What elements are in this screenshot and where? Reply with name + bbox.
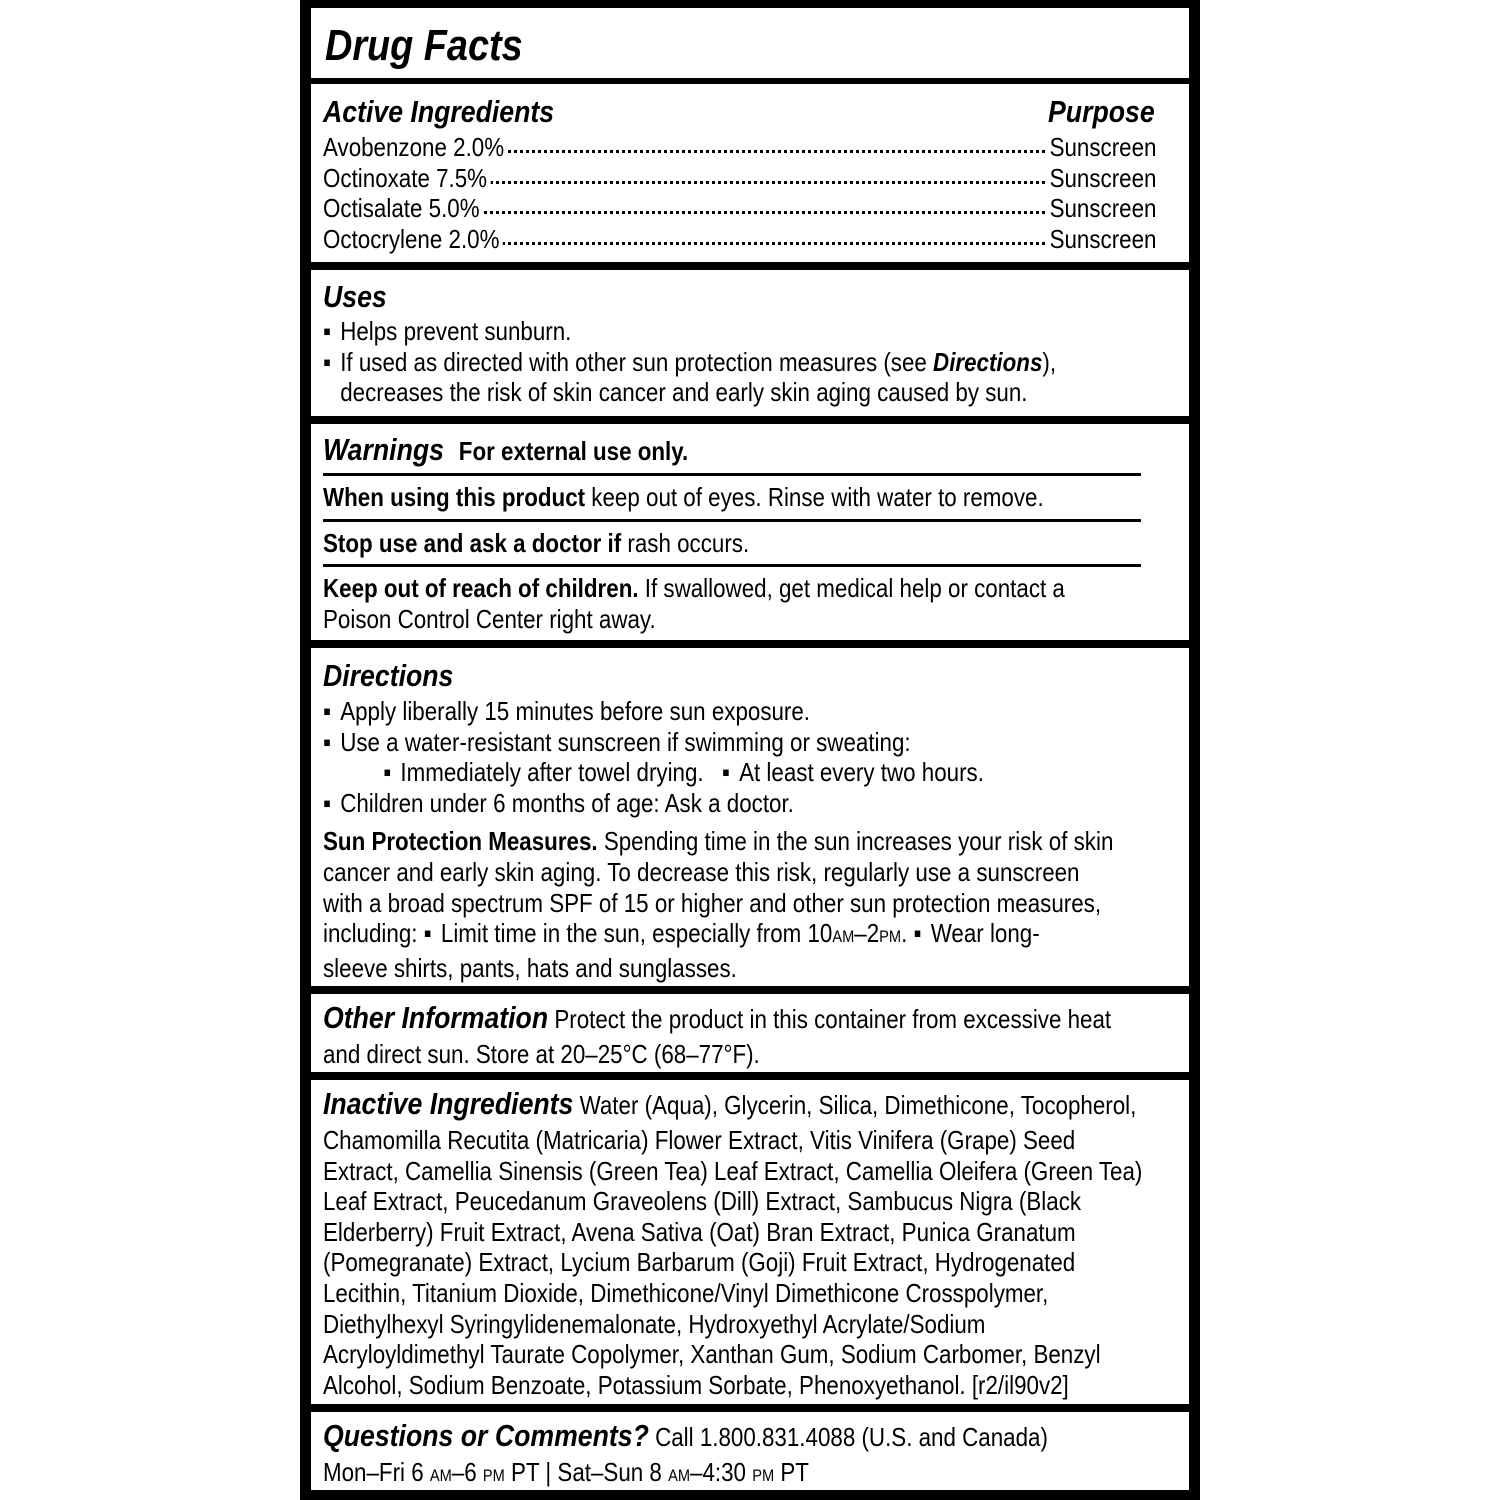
sun-protection-bullet [914, 918, 1040, 948]
uses-item [323, 347, 1057, 378]
inactive-text: Water (Aqua), Glycerin, Silica, Dimethicone, Tocopherol, [573, 1090, 1137, 1120]
directions-heading: Directions [323, 658, 454, 693]
purpose-heading: Purpose [1048, 94, 1155, 129]
sun-protection-text: including: [323, 918, 424, 949]
keep-out-text-continued: Poison Control Center right away. [323, 603, 656, 634]
hours-text: PT | Sat–Sun 8 [504, 1457, 669, 1487]
other-information-line: and direct sun. Store at 20–25°C (68–77°F). [323, 1039, 760, 1069]
inactive-line: Diethylhexyl Syringylidenemalonate, Hydroxyethyl Acrylate/Sodium [323, 1308, 986, 1339]
inactive-line: Alcohol, Sodium Benzoate, Potassium Sorbate, Phenoxyethanol. [r2/il90v2] [323, 1369, 1069, 1400]
external-use-text: For external use only. [458, 436, 689, 466]
stop-use-label: Stop use and ask a doctor if [323, 527, 622, 558]
ingredient-name: Octinoxate 7.5% [323, 163, 491, 194]
inactive-line: Lecithin, Titanium Dioxide, Dimethicone/Vinyl Dimethicone Crosspolymer, [323, 1277, 1049, 1308]
am-label: AM [429, 1466, 452, 1485]
divider [323, 519, 1141, 522]
sun-protection-text: Wear long- [930, 918, 1040, 949]
directions-item: ▪ Use a water-resistant sunscreen if swimming or sweating: [323, 727, 1057, 758]
ingredient-row [323, 224, 1177, 255]
am-label: AM [832, 927, 855, 947]
inactive-line: (Pomegranate) Extract, Lycium Barbarum (Goji) Fruit Extract, Hydrogenated [323, 1247, 1076, 1278]
hours-text: –6 [451, 1457, 483, 1487]
ingredient-name: Octisalate 5.0% [323, 193, 483, 224]
directions-subitem: ▪ Immediately after towel drying. [383, 757, 703, 787]
directions-subitem: ▪ At least every two hours. [722, 757, 984, 787]
sun-protection-text: . [901, 918, 914, 949]
pm-label: PM [752, 1466, 775, 1485]
hours-text: Mon–Fri 6 [323, 1457, 430, 1487]
uses-item-text-end: ), [1042, 346, 1057, 377]
directions-section [311, 648, 1189, 986]
inactive-line [323, 1084, 1137, 1125]
ingredient-row [323, 132, 1177, 163]
questions-section [311, 1412, 1189, 1490]
inactive-line: Leaf Extract, Peucedanum Graveolens (Dill) Extract, Sambucus Nigra (Black [323, 1186, 1082, 1217]
ingredient-name: Octocrylene 2.0% [323, 224, 503, 255]
sun-protection-text: –2 [854, 918, 880, 949]
when-using-text [323, 482, 1057, 513]
ingredient-purpose: Sunscreen [1047, 224, 1156, 255]
sun-protection-line: cancer and early skin aging. To decrease this risk, regularly use a sunscreen [323, 856, 1080, 887]
directions-item: ▪ Apply liberally 15 minutes before sun exposure. [323, 696, 1057, 727]
uses-heading: Uses [323, 279, 387, 314]
ingredient-row [323, 163, 1177, 194]
stop-use-body: rash occurs. [621, 527, 750, 558]
stop-use-text [323, 528, 1057, 559]
ingredient-row [323, 193, 1177, 224]
drug-facts-panel [300, 0, 1200, 1500]
page-title: Drug Facts [325, 21, 523, 70]
ingredient-name: Avobenzone 2.0% [323, 132, 508, 163]
questions-heading: Questions or Comments? [323, 1418, 649, 1453]
warnings-heading: Warnings [323, 432, 444, 467]
keep-out-body: If swallowed, get medical help or contact a [638, 573, 1065, 604]
hours-line [323, 1457, 1057, 1490]
ingredient-purpose: Sunscreen [1047, 193, 1156, 224]
sun-protection-line [323, 826, 1114, 857]
uses-item-continued: decreases the risk of skin cancer and early skin aging caused by sun. [340, 377, 1028, 408]
am-label: AM [668, 1466, 691, 1485]
inactive-line: Acryloyldimethyl Taurate Copolymer, Xanthan Gum, Sodium Carbomer, Benzyl [323, 1339, 1101, 1370]
warnings-section [311, 424, 1189, 640]
sun-protection-line [323, 918, 1057, 953]
hours-text: –4:30 [690, 1457, 753, 1487]
sun-protection-line: sleeve shirts, pants, hats and sunglasses. [323, 952, 737, 983]
directions-item: ▪ Children under 6 months of age: Ask a doctor. [323, 788, 1057, 819]
keep-out-text [323, 573, 1065, 604]
sun-protection-text: Limit time in the sun, especially from 10 [440, 918, 833, 949]
divider [323, 473, 1141, 476]
inactive-line: Elderberry) Fruit Extract, Avena Sativa (Oat) Bran Extract, Punica Granatum [323, 1216, 1076, 1247]
uses-item-text: If used as directed with other sun protection measures (see [340, 346, 934, 377]
active-ingredients-heading: Active Ingredients [323, 94, 555, 129]
other-information-text: Protect the product in this container from excessive heat [548, 1004, 1112, 1034]
pm-label: PM [482, 1466, 505, 1485]
phone-text: Call 1.800.831.4088 (U.S. and Canada) [648, 1422, 1048, 1452]
sun-protection-line: with a broad spectrum SPF of 15 or higher and other sun protection measures, [323, 887, 1102, 918]
inactive-line: Extract, Camellia Sinensis (Green Tea) Leaf Extract, Camellia Oleifera (Green Tea) [323, 1155, 1143, 1186]
sun-protection-text: Spending time in the sun increases your risk of skin [597, 826, 1114, 857]
other-information-section [311, 994, 1189, 1072]
when-using-label: When using this product [323, 482, 586, 512]
divider [323, 564, 1141, 567]
ingredient-purpose: Sunscreen [1047, 163, 1156, 194]
sun-protection-bullet [424, 918, 833, 948]
warnings-heading-row [323, 430, 1057, 471]
directions-reference: Directions [933, 346, 1043, 377]
ingredient-purpose: Sunscreen [1047, 132, 1156, 163]
sun-protection-label: Sun Protection Measures. [323, 826, 598, 857]
questions-line [323, 1416, 1057, 1457]
title-section [311, 8, 1189, 78]
active-ingredients-section [311, 84, 1189, 262]
keep-out-label: Keep out of reach of children. [323, 573, 639, 604]
pm-label: PM [879, 927, 902, 947]
when-using-body: keep out of eyes. Rinse with water to remove. [585, 482, 1044, 512]
uses-section [311, 270, 1189, 416]
other-information-line [323, 998, 1112, 1039]
inactive-ingredients-section [311, 1080, 1189, 1404]
uses-item: ▪ Helps prevent sunburn. [323, 316, 1057, 347]
directions-subitems [323, 757, 1057, 788]
other-information-heading: Other Information [323, 1000, 549, 1035]
hours-text: PT [774, 1457, 809, 1487]
inactive-ingredients-heading: Inactive Ingredients [323, 1086, 574, 1121]
inactive-line: Chamomilla Recutita (Matricaria) Flower Extract, Vitis Vinifera (Grape) Seed [323, 1125, 1076, 1155]
